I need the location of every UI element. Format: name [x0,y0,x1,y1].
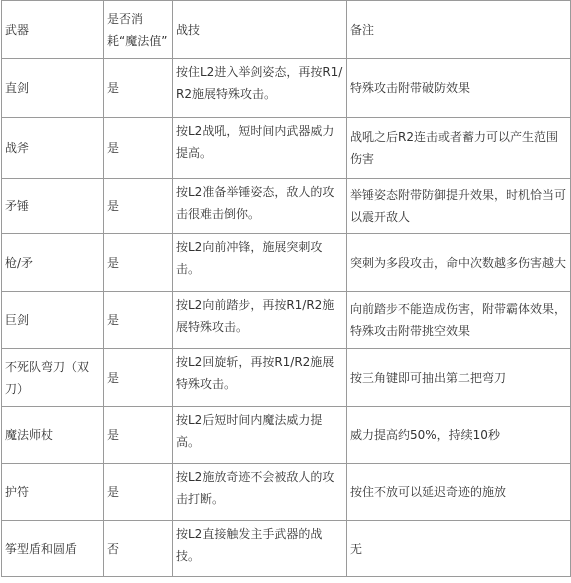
table-row [2,292,571,349]
cell-note: 按住不放可以延迟奇迹的施放 [347,464,571,521]
cell-consume: 是 [104,179,173,234]
cell-consume: 是 [104,407,173,464]
cell-weapon: 战斧 [2,118,104,179]
cell-weapon: 直剑 [2,59,104,118]
cell-weapon: 枪/矛 [2,234,104,292]
cell-weapon: 筝型盾和圆盾 [2,521,104,577]
cell-note: 战吼之后R2连击或者蓄力可以产生范围伤害 [347,118,571,179]
cell-skill: 按L2后短时间内魔法威力提高。 [173,407,347,464]
cell-consume: 是 [104,349,173,407]
cell-note: 向前踏步不能造成伤害，附带霸体效果，特殊攻击附带挑空效果 [347,292,571,349]
cell-note: 特殊攻击附带破防效果 [347,59,571,118]
cell-consume: 否 [104,521,173,577]
cell-consume: 是 [104,59,173,118]
table-row [2,521,571,577]
cell-weapon: 巨剑 [2,292,104,349]
header-weapon: 武器 [2,1,104,59]
cell-skill: 按L2施放奇迹不会被敌人的攻击打断。 [173,464,347,521]
table-header-row [2,1,571,59]
cell-weapon: 矛锤 [2,179,104,234]
cell-consume: 是 [104,292,173,349]
cell-weapon: 不死队弯刀（双刀） [2,349,104,407]
cell-note: 按三角键即可抽出第二把弯刀 [347,349,571,407]
table-row [2,407,571,464]
cell-skill: 按L2向前踏步，再按R1/R2施展特殊攻击。 [173,292,347,349]
cell-consume: 是 [104,234,173,292]
cell-skill: 按L2准备举锤姿态，敌人的攻击很难击倒你。 [173,179,347,234]
table-row [2,59,571,118]
cell-note: 无 [347,521,571,577]
cell-skill: 按L2直接触发主手武器的战技。 [173,521,347,577]
table-row [2,464,571,521]
table-row [2,179,571,234]
table-row [2,349,571,407]
table-row [2,118,571,179]
cell-note: 举锤姿态附带防御提升效果，时机恰当可以震开敌人 [347,179,571,234]
cell-weapon: 护符 [2,464,104,521]
cell-skill: 按住L2进入举剑姿态，再按R1/R2施展特殊攻击。 [173,59,347,118]
header-skill: 战技 [173,1,347,59]
cell-note: 威力提高约50%，持续10秒 [347,407,571,464]
cell-note: 突刺为多段攻击，命中次数越多伤害越大 [347,234,571,292]
table-row [2,234,571,292]
weapon-skill-table [1,0,571,577]
cell-consume: 是 [104,464,173,521]
header-consume-mp: 是否消耗“魔法值” [104,1,173,59]
cell-weapon: 魔法师杖 [2,407,104,464]
cell-skill: 按L2战吼，短时间内武器威力提高。 [173,118,347,179]
cell-skill: 按L2向前冲锋，施展突刺攻击。 [173,234,347,292]
cell-consume: 是 [104,118,173,179]
header-note: 备注 [347,1,571,59]
cell-skill: 按L2回旋斩，再按R1/R2施展特殊攻击。 [173,349,347,407]
